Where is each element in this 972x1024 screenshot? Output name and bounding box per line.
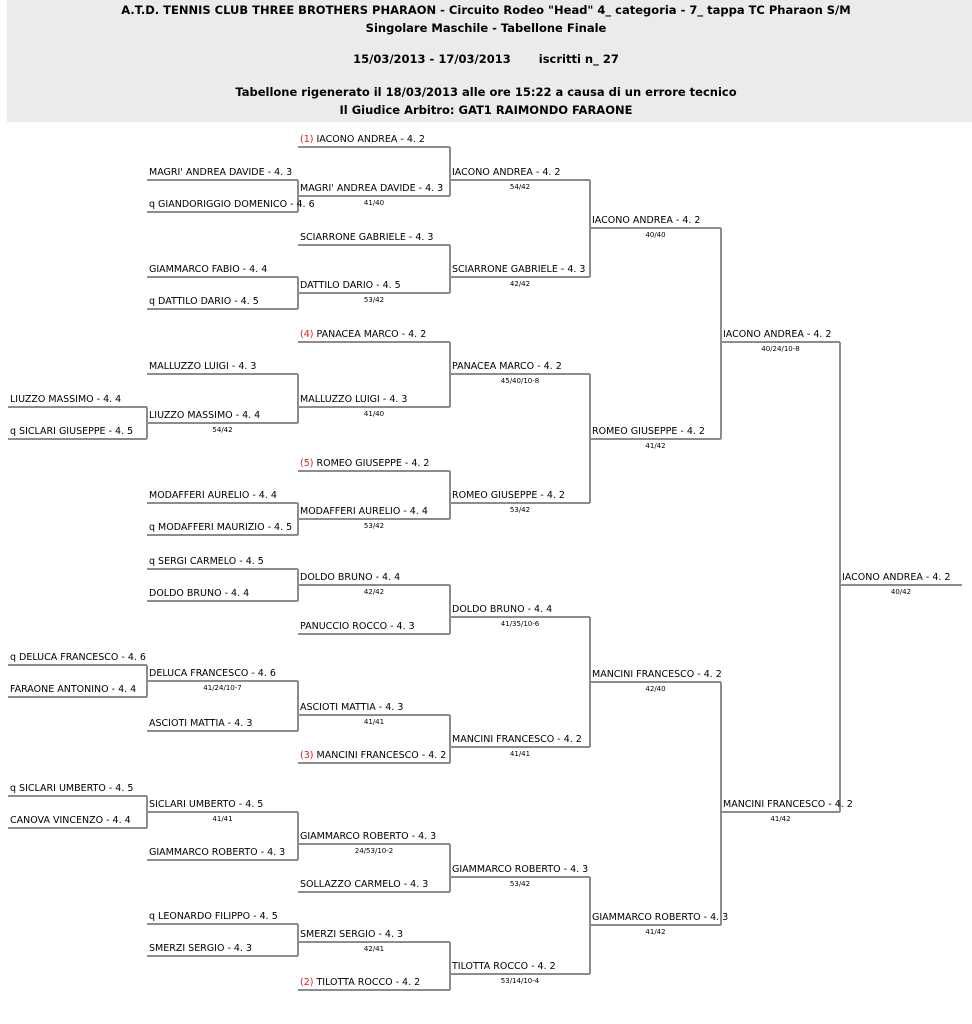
player-name: SCIARRONE GABRIELE - 4. 3: [300, 232, 434, 243]
player-name: DOLDO BRUNO - 4. 4: [300, 572, 401, 583]
seed-number: (2): [300, 977, 314, 988]
player-name: MALLUZZO LUIGI - 4. 3: [300, 394, 408, 405]
player-entry: [300, 134, 450, 146]
player-name: DOLDO BRUNO - 4. 4: [452, 604, 553, 615]
player-entry: [149, 522, 298, 534]
player-name: CANOVA VINCENZO - 4. 4: [10, 815, 131, 826]
player-name: MAGRI' ANDREA DAVIDE - 4. 3: [300, 183, 444, 194]
player-name: q SICLARI UMBERTO - 4. 5: [10, 783, 134, 794]
player-entry: [842, 572, 962, 584]
player-entry: [149, 296, 298, 308]
match-score: 41/24/10-7: [203, 684, 242, 692]
player-name: MANCINI FRANCESCO - 4. 2: [316, 750, 447, 761]
player-name: ROMEO GIUSEPPE - 4. 2: [316, 458, 430, 469]
player-name: SOLLAZZO CARMELO - 4. 3: [300, 879, 429, 890]
player-name: LIUZZO MASSIMO - 4. 4: [149, 410, 261, 421]
referee-line: Il Giudice Arbitro: GAT1 RAIMONDO FARAONE: [339, 103, 633, 117]
player-name: DELUCA FRANCESCO - 4. 6: [149, 668, 276, 679]
player-name: TILOTTA ROCCO - 4. 2: [452, 961, 556, 972]
player-entry: [149, 588, 298, 600]
match-score: 42/42: [363, 588, 385, 596]
seed-number: (1): [300, 134, 314, 145]
player-entry: [300, 232, 450, 244]
match-score: 41/42: [645, 928, 666, 936]
player-name: q LEONARDO FILIPPO - 4. 5: [149, 911, 278, 922]
player-entry: [300, 977, 450, 989]
player-entry: [300, 394, 450, 406]
player-name: q MODAFFERI MAURIZIO - 4. 5: [149, 522, 293, 533]
match-score: 41/42: [645, 442, 666, 450]
match-score: 40/42: [890, 588, 912, 596]
player-entry: [149, 668, 298, 680]
player-entry: [592, 215, 721, 227]
player-name: GIAMMARCO ROBERTO - 4. 3: [149, 847, 286, 858]
player-name: MODAFFERI AURELIO - 4. 4: [300, 506, 428, 517]
draw-subtitle: Singolare Maschile - Tabellone Finale: [365, 21, 607, 35]
match-score: 53/42: [509, 880, 531, 888]
player-entry: [149, 264, 298, 276]
seed-number: (4): [300, 329, 314, 340]
match-score: 42/40: [645, 685, 666, 693]
player-entry: [149, 911, 298, 923]
player-entry: [10, 426, 147, 438]
player-entry: [300, 183, 450, 195]
match-score: 41/40: [363, 199, 385, 207]
player-name: DOLDO BRUNO - 4. 4: [149, 588, 250, 599]
match-score: 42/41: [363, 945, 385, 953]
player-name: MALLUZZO LUIGI - 4. 3: [149, 361, 257, 372]
match-score: 54/42: [212, 426, 233, 434]
match-score: 53/42: [363, 296, 385, 304]
dates-entries: 15/03/2013 - 17/03/2013 iscritti n_ 27: [353, 52, 619, 66]
player-name: SMERZI SERGIO - 4. 3: [300, 929, 404, 940]
player-entry: [452, 167, 590, 179]
player-entry: [300, 506, 450, 518]
player-name: IACONO ANDREA - 4. 2: [723, 329, 832, 340]
player-entry: [723, 799, 853, 811]
player-name: SICLARI UMBERTO - 4. 5: [149, 799, 264, 810]
match-score: 41/40: [363, 410, 385, 418]
player-entry: [452, 264, 590, 276]
match-score: 53/14/10-4: [500, 977, 540, 985]
match-score: 53/42: [509, 506, 531, 514]
player-entry: [300, 831, 450, 843]
player-entry: [149, 490, 298, 502]
player-entry: [300, 750, 450, 762]
player-entry: [300, 621, 450, 633]
match-score: 41/42: [770, 815, 791, 823]
player-name: IACONO ANDREA - 4. 2: [842, 572, 951, 583]
player-name: ROMEO GIUSEPPE - 4. 2: [452, 490, 565, 501]
player-name: IACONO ANDREA - 4. 2: [592, 215, 701, 226]
player-entry: [452, 864, 590, 876]
player-name: q GIANDORIGGIO DOMENICO - 4. 6: [149, 199, 315, 210]
player-entry: [300, 929, 450, 941]
player-entry: [300, 280, 450, 292]
player-name: IACONO ANDREA - 4. 2: [316, 134, 425, 145]
match-score: 41/41: [363, 718, 385, 726]
player-name: MODAFFERI AURELIO - 4. 4: [149, 490, 277, 501]
player-name: PANACEA MARCO - 4. 2: [316, 329, 427, 340]
player-name: MANCINI FRANCESCO - 4. 2: [723, 799, 853, 810]
player-name: PANUCCIO ROCCO - 4. 3: [300, 621, 415, 632]
player-name: ASCIOTI MATTIA - 4. 3: [149, 718, 253, 729]
player-entry: [10, 815, 147, 827]
player-entry: [300, 572, 450, 584]
player-entry: [149, 361, 298, 373]
player-name: q SICLARI GIUSEPPE - 4. 5: [10, 426, 134, 437]
player-entry: [10, 783, 147, 795]
player-name: SMERZI SERGIO - 4. 3: [149, 943, 253, 954]
player-name: SCIARRONE GABRIELE - 4. 3: [452, 264, 586, 275]
player-entry: [592, 426, 721, 438]
player-name: TILOTTA ROCCO - 4. 2: [316, 977, 421, 988]
player-name: MANCINI FRANCESCO - 4. 2: [592, 669, 722, 680]
player-entry: [149, 847, 298, 859]
player-entry: [149, 167, 298, 179]
player-entry: [452, 490, 590, 502]
tournament-title: A.T.D. TENNIS CLUB THREE BROTHERS PHARAON - Circuito Rodeo "Head" 4_ categoria - 7_ tappa TC Pharaon S/M: [121, 3, 851, 17]
player-entry: [149, 410, 298, 422]
player-entry: [452, 734, 590, 746]
player-name: IACONO ANDREA - 4. 2: [452, 167, 561, 178]
seed-number: (5): [300, 458, 314, 469]
player-entry: [149, 799, 298, 811]
player-entry: [300, 879, 450, 891]
player-name: GIAMMARCO ROBERTO - 4. 3: [452, 864, 589, 875]
player-entry: [452, 604, 590, 616]
player-name: GIAMMARCO ROBERTO - 4. 3: [592, 912, 729, 923]
player-name: ASCIOTI MATTIA - 4. 3: [300, 702, 404, 713]
player-name: LIUZZO MASSIMO - 4. 4: [10, 394, 122, 405]
player-name: q DATTILO DARIO - 4. 5: [149, 296, 259, 307]
match-score: 42/42: [509, 280, 531, 288]
match-score: 53/42: [363, 522, 385, 530]
player-entry: [452, 961, 590, 973]
player-name: q DELUCA FRANCESCO - 4. 6: [10, 652, 146, 663]
player-entry: [149, 943, 298, 955]
match-score: 54/42: [509, 183, 531, 191]
player-name: DATTILO DARIO - 4. 5: [300, 280, 401, 291]
player-entry: [149, 199, 315, 211]
player-name: MANCINI FRANCESCO - 4. 2: [452, 734, 582, 745]
player-entry: [452, 361, 590, 373]
match-score: 24/53/10-2: [354, 847, 394, 855]
match-score: 41/41: [509, 750, 531, 758]
player-entry: [300, 329, 450, 341]
match-score: 40/40: [645, 231, 666, 239]
player-name: GIAMMARCO ROBERTO - 4. 3: [300, 831, 437, 842]
player-entry: [10, 684, 147, 696]
match-score: 45/40/10-8: [500, 377, 540, 385]
player-entry: [149, 556, 298, 568]
player-entry: [592, 912, 729, 924]
player-entry: [300, 702, 450, 714]
match-score: 41/35/10-6: [500, 620, 540, 628]
player-name: GIAMMARCO FABIO - 4. 4: [149, 264, 268, 275]
player-entry: [592, 669, 721, 681]
player-entry: [10, 652, 147, 664]
match-score: 40/24/10-8: [761, 345, 800, 353]
player-entry: [723, 329, 840, 341]
player-entry: [300, 458, 450, 470]
player-name: q SERGI CARMELO - 4. 5: [149, 556, 264, 567]
player-entry: [10, 394, 147, 406]
player-name: MAGRI' ANDREA DAVIDE - 4. 3: [149, 167, 293, 178]
player-name: ROMEO GIUSEPPE - 4. 2: [592, 426, 705, 437]
player-name: FARAONE ANTONINO - 4. 4: [10, 684, 137, 695]
player-name: PANACEA MARCO - 4. 2: [452, 361, 562, 372]
seed-number: (3): [300, 750, 314, 761]
match-score: 41/41: [212, 815, 233, 823]
player-entry: [149, 718, 298, 730]
regeneration-note: Tabellone rigenerato il 18/03/2013 alle ore 15:22 a causa di un errore tecnico: [235, 85, 737, 99]
